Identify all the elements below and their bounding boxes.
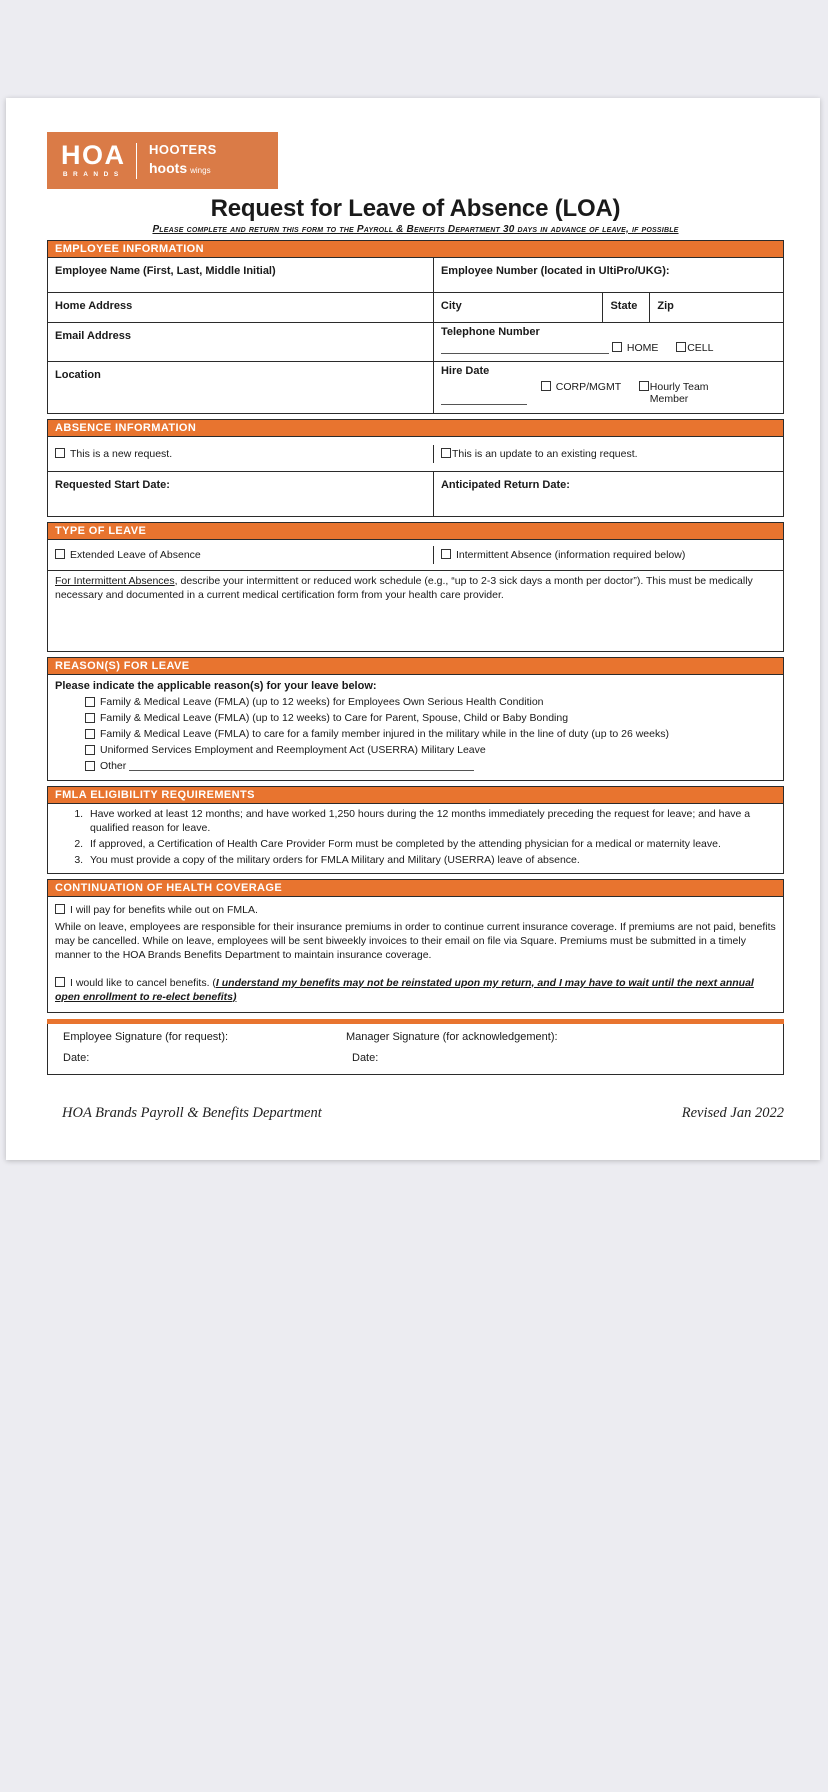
extended-leave-checkbox[interactable] (55, 549, 65, 559)
intermittent-absence-checkbox[interactable] (441, 549, 451, 559)
fmla-requirement-3: 3. You must provide a copy of the military orders for FMLA Military and Military (USERRA) leave of absence. (86, 854, 783, 868)
reasons-for-leave-header: REASON(S) FOR LEAVE (47, 657, 784, 675)
phone-home-checkbox[interactable] (612, 342, 622, 352)
fmla-requirement-2: 2. If approved, a Certification of Health Care Provider Form must be completed by the attending physician for a medical or maternity leave. (86, 838, 783, 852)
form-subtitle: Please complete and return this form to the Payroll & Benefits Department 30 days in advance of leave, if possible (152, 224, 679, 235)
corp-mgmt-label: CORP/MGMT (555, 381, 621, 393)
new-request-checkbox[interactable] (55, 448, 65, 458)
hooters-logo-text: HOOTERS (149, 142, 217, 158)
brands-logo-text: BRANDS (62, 170, 124, 178)
employee-information-header: EMPLOYEE INFORMATION (47, 240, 784, 258)
document-page (6, 98, 820, 1160)
intermittent-note-underlined: For Intermittent Absences (55, 575, 175, 587)
fmla-requirement-1: 1. Have worked at least 12 months; and have worked 1,250 hours during the 12 months immediately preceding the request for leave; and have a qualified reason for leave. (86, 808, 783, 836)
reason-fmla-family-checkbox[interactable] (85, 713, 95, 723)
absence-information-header: ABSENCE INFORMATION (47, 419, 784, 437)
telephone-number-label: Telephone Number (440, 326, 540, 338)
zip-label: Zip (657, 300, 674, 312)
footer-department: HOA Brands Payroll & Benefits Department (62, 1104, 322, 1121)
health-coverage-section (47, 879, 784, 1012)
extended-leave-label: Extended Leave of Absence (70, 549, 201, 561)
new-request-label: This is a new request. (70, 448, 173, 460)
fmla-eligibility-header: FMLA ELIGIBILITY REQUIREMENTS (47, 786, 784, 804)
reasons-intro: Please indicate the applicable reason(s) for your leave below: (55, 680, 377, 692)
update-request-label: This is an update to an existing request. (451, 448, 638, 460)
absence-information-section (47, 419, 784, 517)
phone-cell-label: CELL (687, 342, 714, 354)
hoa-logo-block (61, 140, 126, 178)
reason-other-blank[interactable] (129, 760, 474, 771)
reason-other-label: Other (100, 760, 127, 772)
employee-date-label: Date: (63, 1051, 90, 1064)
requested-start-date-label: Requested Start Date: (55, 479, 170, 491)
health-coverage-header: CONTINUATION OF HEALTH COVERAGE (47, 879, 784, 897)
pay-benefits-label: I will pay for benefits while out on FMLA. (70, 904, 258, 917)
hire-date-blank[interactable] (441, 394, 527, 405)
anticipated-return-date-label: Anticipated Return Date: (440, 479, 570, 491)
manager-signature-label: Manager Signature (for acknowledgement): (346, 1030, 558, 1043)
signature-section (47, 1024, 784, 1075)
reason-userra-checkbox[interactable] (85, 745, 95, 755)
manager-date-label: Date: (352, 1051, 379, 1064)
reason-fmla-family-label: Family & Medical Leave (FMLA) (up to 12 weeks) to Care for Parent, Spouse, Child or Baby Bonding (100, 712, 569, 724)
corp-mgmt-checkbox[interactable] (541, 381, 551, 391)
logo-divider (136, 143, 138, 179)
type-of-leave-header: TYPE OF LEAVE (47, 522, 784, 540)
cancel-benefits-checkbox[interactable] (55, 977, 65, 987)
hire-date-label: Hire Date (440, 365, 490, 377)
employee-signature-label: Employee Signature (for request): (63, 1030, 229, 1043)
reason-fmla-self-label: Family & Medical Leave (FMLA) (up to 12 weeks) for Employees Own Serious Health Condition (100, 696, 544, 708)
hoa-logo-text: HOA (61, 140, 126, 171)
intermittent-note (48, 571, 783, 651)
telephone-number-blank[interactable] (441, 343, 609, 354)
cancel-benefits-emphasis: I understand my benefits may not be reinstated upon my return, and I may have to wait until the next annual open enrollment to re-elect benefits) (55, 976, 754, 1003)
fmla-requirements-list (62, 808, 783, 867)
hourly-team-label: Hourly Team Member (649, 381, 709, 405)
reason-fmla-self-checkbox[interactable] (85, 697, 95, 707)
employee-number-label: Employee Number (located in UltiPro/UKG): (440, 265, 670, 277)
form-title: Request for Leave of Absence (LOA) (210, 195, 621, 222)
phone-home-label: HOME (626, 342, 659, 354)
reasons-for-leave-section (47, 657, 784, 781)
reason-userra-label: Uniformed Services Employment and Reemployment Act (USERRA) Military Leave (100, 744, 486, 756)
coverage-paragraph: While on leave, employees are responsible for their insurance premiums in order to continue current insurance coverage. If premiums are not paid, benefits may be cancelled. While on leave, employees will be sent biweekly invoices to their email on file via Square. Premiums must be submitted in a timely manner to the HOA Brands Benefits Department to maintain insurance coverage. (55, 920, 776, 961)
location-label: Location (55, 369, 101, 381)
update-request-checkbox[interactable] (441, 448, 451, 458)
intermittent-absence-label: Intermittent Absence (information required below) (455, 549, 686, 561)
hoots-logo-text: hoots (149, 159, 188, 176)
hooters-logo-block (149, 142, 217, 178)
reason-other-checkbox[interactable] (85, 761, 95, 771)
state-label: State (610, 300, 638, 312)
city-label: City (440, 300, 462, 312)
home-address-label: Home Address (55, 300, 133, 312)
reason-fmla-military-family-checkbox[interactable] (85, 729, 95, 739)
pay-benefits-checkbox[interactable] (55, 904, 65, 914)
hourly-team-checkbox[interactable] (639, 381, 649, 391)
footer-revision: Revised Jan 2022 (681, 1104, 784, 1121)
employee-name-label: Employee Name (First, Last, Middle Initial) (55, 265, 276, 277)
hoa-brands-logo (47, 132, 278, 189)
type-of-leave-section (47, 522, 784, 652)
intermittent-note-rest: , describe your intermittent or reduced work schedule (e.g., “up to 2-3 sick days a month per doctor”). This must be medically necessary and documented in a current medical certification form from your health care provider. (55, 575, 753, 601)
employee-information-section (47, 240, 784, 414)
email-address-label: Email Address (55, 330, 132, 342)
wings-logo-text: wings (190, 165, 211, 175)
reason-fmla-military-family-label: Family & Medical Leave (FMLA) to care for a family member injured in the military while in the line of duty (up to 26 weeks) (100, 728, 669, 740)
phone-cell-checkbox[interactable] (676, 342, 686, 352)
fmla-eligibility-section (47, 786, 784, 874)
cancel-benefits-label: I would like to cancel benefits. ( (70, 976, 216, 989)
